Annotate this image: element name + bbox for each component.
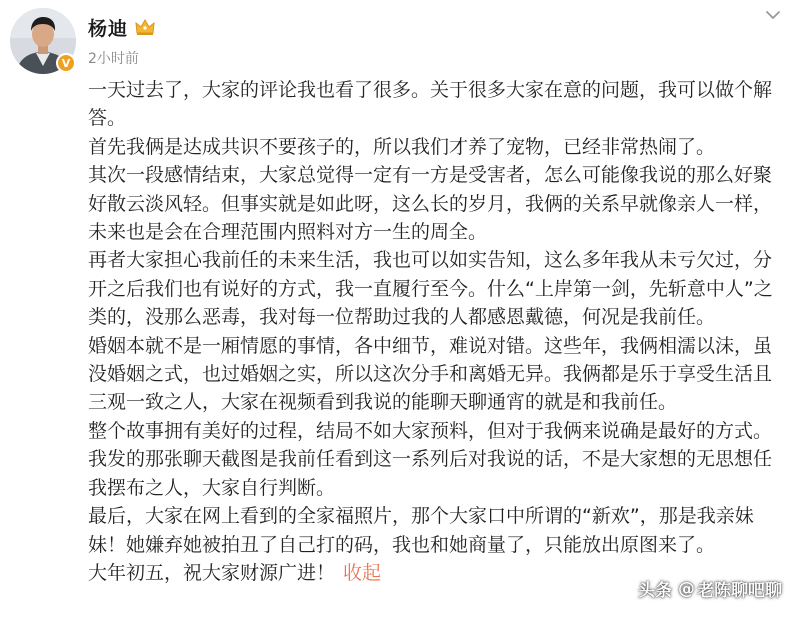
collapse-link[interactable]: 收起 [343,561,382,584]
post-paragraph: 其次一段感情结束，大家总觉得一定有一方是受害者，怎么可能像我说的那么好聚好散云淡风轻。但事实就是如此呀，这么长的岁月，我俩的关系早就像亲人一样，未来也是会在合理范围内照料对方一生的周全。 [88,164,773,244]
author-row [88,14,155,40]
post-paragraph: 首先我俩是达成共识不要孩子的，所以我们才养了宠物，已经非常热闹了。 [88,135,716,158]
verified-v-icon: V [56,53,76,73]
watermark-at: @ [678,578,695,599]
crown-icon [135,18,155,36]
watermark-account: 老陈聊吧聊 [697,581,782,601]
post-content [88,76,778,587]
post-paragraph: 最后，大家在网上看到的全家福照片，那个大家口中所谓的“新欢”，那是我亲妹妹！她嫌弃她被拍丑了自己打的码，我也和她商量了，只能放出原图来了。 [88,505,754,556]
author-name[interactable]: 杨迪 [88,17,129,40]
post-header [88,14,155,68]
post-paragraph: 一天过去了，大家的评论我也看了很多。关于很多大家在意的问题，我可以做个解答。 [88,79,773,130]
post-timestamp: 2小时前 [88,51,139,67]
chevron-down-icon[interactable] [764,6,782,24]
post-closing-text: 大年初五，祝大家财源广进！ [88,561,336,584]
post-paragraph: 整个故事拥有美好的过程，结局不如大家预料，但对于我俩来说确是最好的方式。我发的那张聊天截图是我前任看到这一系列后对我说的话，不是大家想的无思想任我摆布之人，大家自行判断。 [88,419,773,499]
watermark [638,576,782,601]
post-paragraph: 婚姻本就不是一厢情愿的事情，各中细节，难说对错。这些年，我俩相濡以沫，虽没婚姻之式，也过婚姻之实，所以这次分手和离婚无异。我俩都是乐于享受生活且三观一致之人，大家在视频看到我说的能聊天聊通宵的就是和我前任。 [88,334,773,414]
post-paragraph: 再者大家担心我前任的未来生活，我也可以如实告知，这么多年我从未亏欠过，分开之后我们也有说好的方式，我一直履行至今。什么“上岸第一剑，先斩意中人”之类的，没那么恶毒，我对每一位帮助过我的人都感恩戴德，何况是我前任。 [88,249,773,329]
watermark-brand: 头条 [638,581,672,601]
